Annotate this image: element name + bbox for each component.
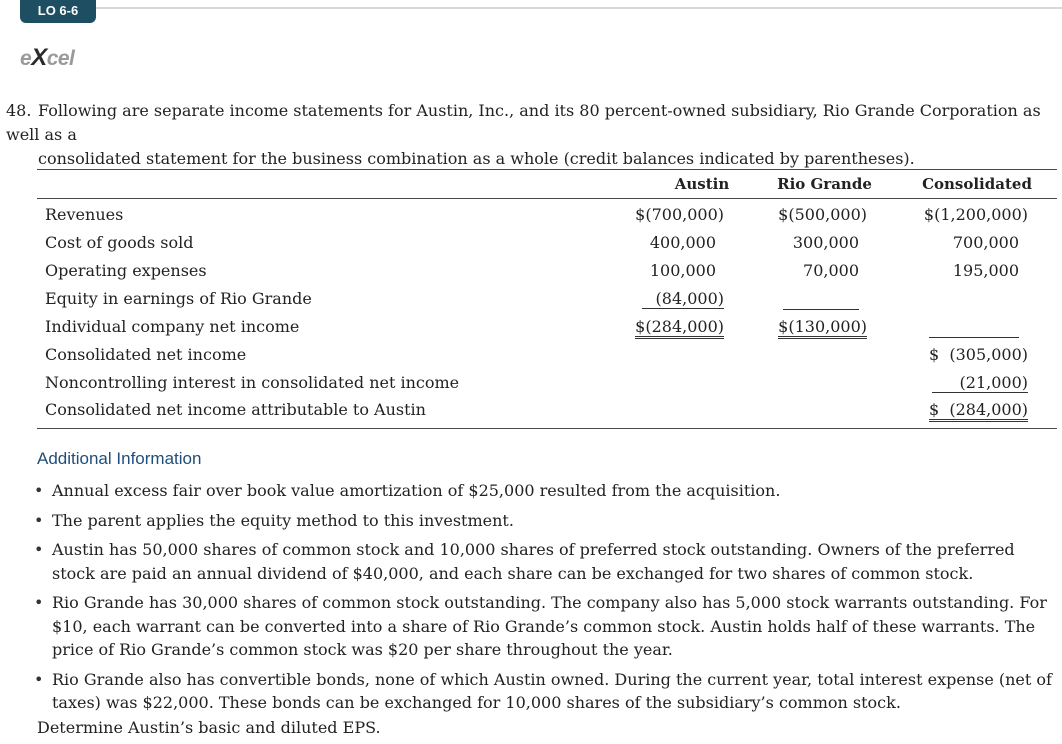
row-label: Consolidated net income — [45, 345, 247, 364]
row-label: Consolidated net income attributable to Austin — [45, 400, 426, 419]
cell-consolidated: $ (305,000) — [929, 345, 1028, 364]
problem-statement — [6, 99, 1056, 171]
column-header-consolidated: Consolidated — [922, 175, 1032, 193]
list-item: • The parent applies the equity method to this investment. — [30, 509, 1060, 533]
list-item: • Rio Grande has 30,000 shares of common stock outstanding. The company also has 5,000 stock warrants outstanding. For $10, each warrant can be converted into a share of Rio Grande’s common stock. Austin holds half of these warrants. The price of Rio Grande’s common stock was $20 per share throughout the year. — [30, 591, 1060, 662]
problem-text-line2: consolidated statement for the business combination as a whole (credit balances indicated by parentheses). — [38, 149, 915, 168]
cell-austin: $(700,000) — [635, 205, 724, 224]
learning-objective-badge: LO 6-6 — [20, 0, 96, 23]
subtotal-rule — [929, 337, 1019, 338]
excel-logo-x: X — [31, 44, 47, 71]
excel-logo-prefix: e — [20, 47, 32, 70]
list-item: • Rio Grande also has convertible bonds, none of which Austin owned. During the current year, total interest expense (net of taxes) was $22,000. These bonds can be exchanged for 10,000 shares of the subsidiary’s common stock. — [30, 668, 1060, 715]
additional-information-list — [30, 479, 1060, 721]
list-item: • Annual excess fair over book value amortization of $25,000 resulted from the acquisition. — [30, 479, 1060, 503]
cell-rio-grande: 300,000 — [792, 233, 859, 252]
cell-consolidated: 700,000 — [952, 233, 1019, 252]
column-header-austin: Austin — [674, 175, 730, 193]
table-body — [37, 199, 1057, 428]
cell-rio-grande: $(130,000) — [778, 317, 867, 339]
cell-consolidated: $ (284,000) — [929, 400, 1028, 422]
cell-austin: $(284,000) — [635, 317, 724, 339]
cell-austin: (84,000) — [642, 289, 724, 309]
cell-rio-grande: $(500,000) — [778, 205, 867, 224]
row-label: Equity in earnings of Rio Grande — [45, 289, 312, 308]
subtotal-rule — [783, 309, 859, 310]
table-header — [37, 170, 1057, 199]
row-label: Cost of goods sold — [45, 233, 194, 252]
income-statement-table — [37, 169, 1057, 429]
problem-number: 48. — [6, 101, 32, 120]
question-text: Determine Austin’s basic and diluted EPS. — [37, 718, 381, 737]
cell-consolidated: $(1,200,000) — [923, 205, 1028, 224]
excel-logo-suffix: cel — [46, 47, 75, 70]
top-divider — [95, 7, 1062, 9]
cell-rio-grande: 70,000 — [803, 261, 859, 280]
row-label: Noncontrolling interest in consolidated net income — [45, 373, 460, 392]
cell-consolidated: 195,000 — [952, 261, 1019, 280]
problem-text-line1: Following are separate income statements for Austin, Inc., and its 80 percent-owned subsidiary, Rio Grande Corporation as well as a — [6, 101, 1041, 144]
row-label: Individual company net income — [45, 317, 300, 336]
column-header-rio-grande: Rio Grande — [777, 175, 872, 193]
cell-austin: 100,000 — [649, 261, 716, 280]
row-label: Operating expenses — [45, 261, 207, 280]
cell-austin: 400,000 — [649, 233, 716, 252]
excel-icon — [20, 44, 74, 72]
list-item: • Austin has 50,000 shares of common stock and 10,000 shares of preferred stock outstanding. Owners of the preferred stock are paid an annual dividend of $40,000, and each share can be exchanged for two shares of common stock. — [30, 538, 1060, 585]
cell-consolidated: (21,000) — [932, 373, 1028, 393]
additional-information-heading: Additional Information — [37, 449, 202, 468]
row-label: Revenues — [45, 205, 124, 224]
